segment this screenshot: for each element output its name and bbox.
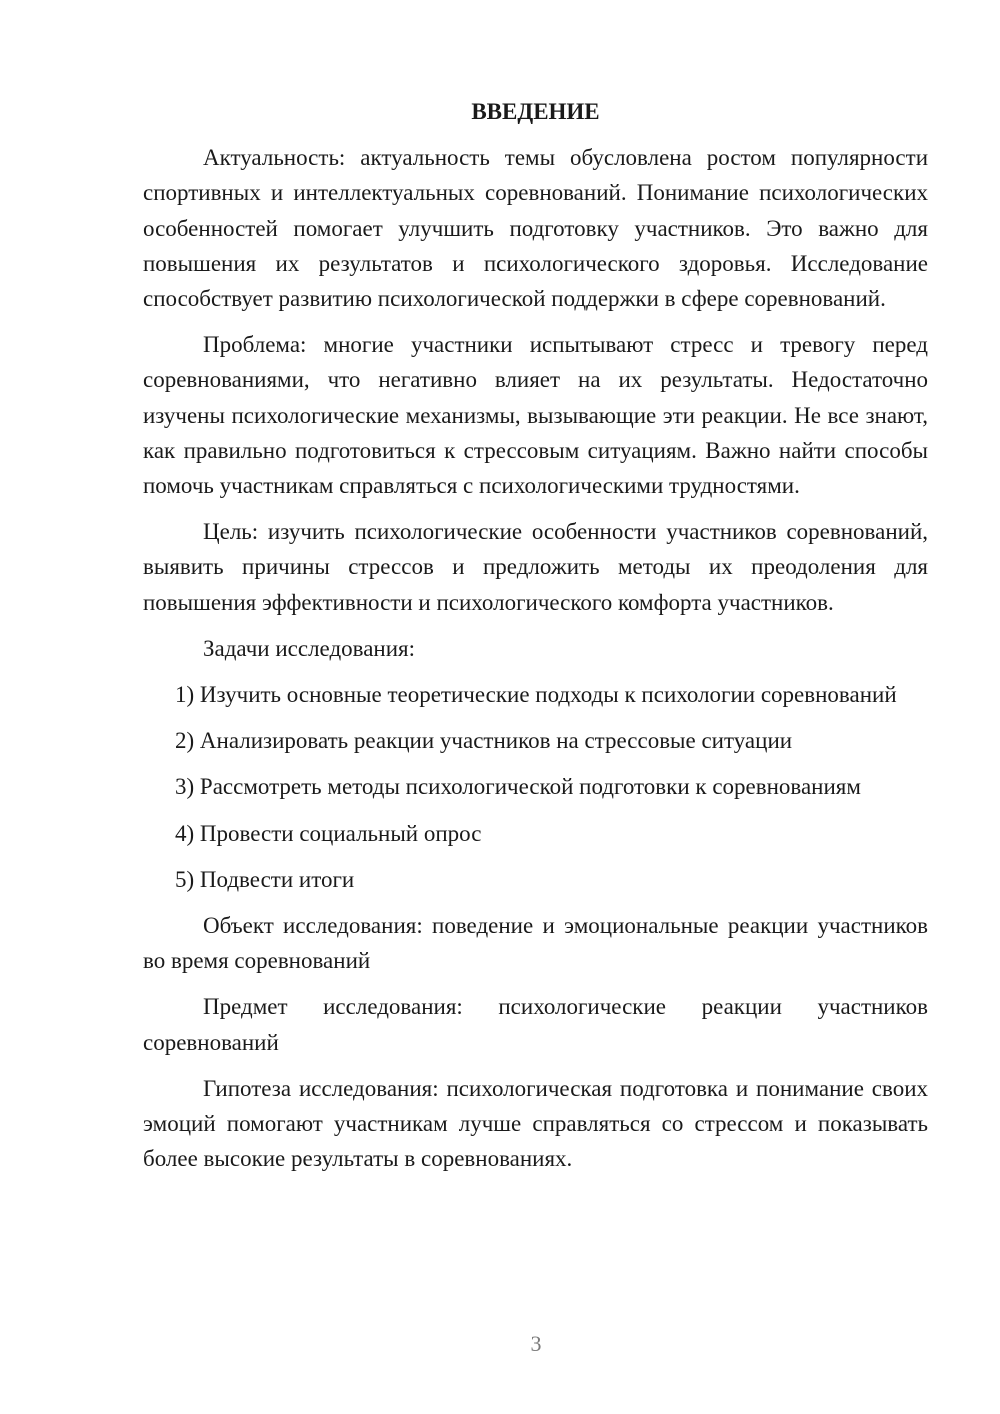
problem-paragraph: Проблема: многие участники испытывают стресс и тревогу перед соревнованиями, что негативно влияет на их результаты. Недостаточно изучены психологические механизмы, вызывающие эти реакции. Не все знают, как правильно подготовиться к стрессовым ситуациям. Важно найти способы помочь участникам справляться с психологическими трудностями. xyxy=(143,332,928,499)
task-item-5: 5) Подвести итоги xyxy=(175,866,355,892)
goal-paragraph: Цель: изучить психологические особенности участников соревнований, выявить причины стрессов и предложить методы их преодоления для повышения эффективности и психологического комфорта участников. xyxy=(143,519,928,615)
document-page xyxy=(143,94,928,1187)
page-title: ВВЕДЕНИЕ xyxy=(471,99,600,124)
object-paragraph: Объект исследования: поведение и эмоциональные реакции участников во время соревнований xyxy=(143,913,928,974)
page-number: 3 xyxy=(530,1331,542,1356)
task-item-2: 2) Анализировать реакции участников на стрессовые ситуации xyxy=(175,728,793,754)
relevance-paragraph: Актуальность: актуальность темы обусловлена ростом популярности спортивных и интеллектуальных соревнований. Понимание психологических особенностей помогает улучшить подготовку участников. Это важно для повышения их результатов и психологического здоровья. Исследование способствует развитию психологической поддержки в сфере соревнований. xyxy=(143,145,928,312)
task-item-1: 1) Изучить основные теоретические подходы к психологии соревнований xyxy=(175,682,897,708)
subject-paragraph: Предмет исследования: психологические реакции участников соревнований xyxy=(143,994,928,1055)
task-item-3: 3) Рассмотреть методы психологической подготовки к соревнованиям xyxy=(175,774,861,800)
hypothesis-paragraph: Гипотеза исследования: психологическая подготовка и понимание своих эмоций помогают участникам лучше справляться со стрессом и показывать более высокие результаты в соревнованиях. xyxy=(143,1075,928,1172)
task-item-4: 4) Провести социальный опрос xyxy=(175,820,482,846)
tasks-heading: Задачи исследования: xyxy=(203,635,416,661)
